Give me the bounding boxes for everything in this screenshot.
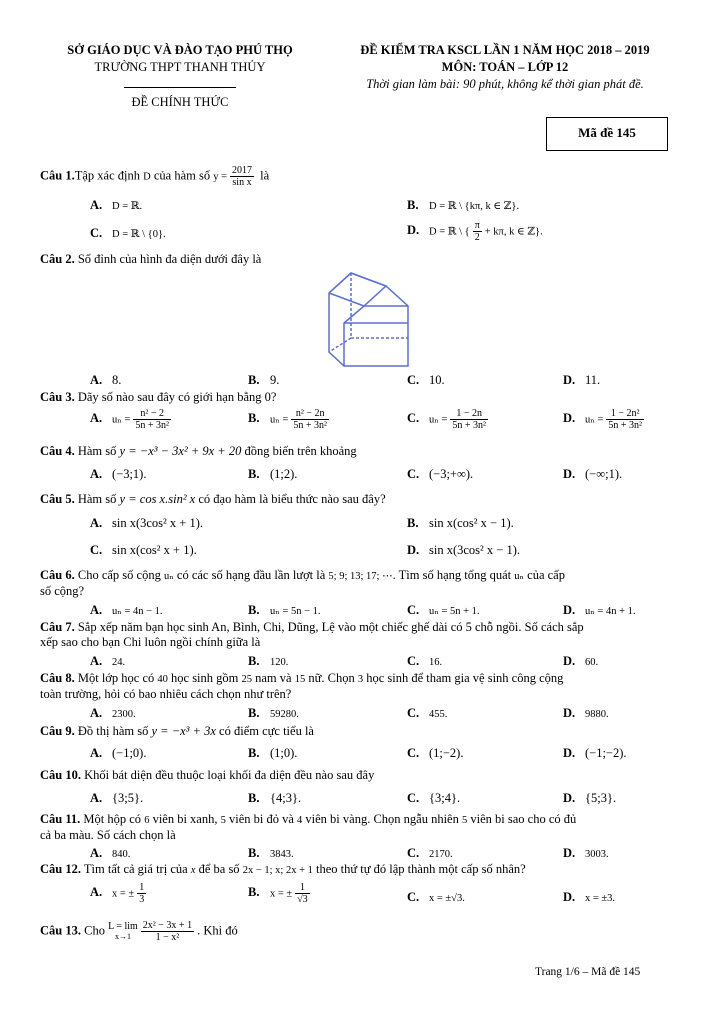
exam-code: Mã đề 145 [578, 125, 636, 140]
q11-option-b[interactable]: B. 3843. [248, 846, 294, 860]
q7-option-a[interactable]: A. 24. [90, 654, 126, 668]
question-1 [40, 165, 692, 188]
q2-text: Số đỉnh của hình đa diện dưới đây là [77, 252, 262, 266]
q1-option-b[interactable]: B. D = ℝ \ {kπ, k ∈ ℤ}. [407, 198, 520, 212]
q10-label: Câu 10. [40, 768, 81, 782]
question-13: Câu 13. Cho L = lim x→1 $\frac{\text{2x² − 3x + 1}}{\text{1 − x²}}$ . Khi đó [40, 920, 238, 943]
q5-label: Câu 5. [40, 492, 75, 506]
q3-label: Câu 3. [40, 390, 75, 404]
q13-label: Câu 13. [40, 923, 81, 938]
q8-option-c[interactable]: C. 455. [407, 706, 448, 720]
q1-fraction: $\frac{2017}{\text{sin x}}$ [232, 165, 252, 188]
q1-text-c: là [260, 168, 270, 183]
q2-label: Câu 2. [40, 252, 75, 266]
department-name: SỞ GIÁO DỤC VÀ ĐÀO TẠO PHÚ THỌ [67, 43, 293, 57]
q5-option-d[interactable]: D. sin x(3cos² x − 1). [407, 543, 520, 557]
q2-option-b[interactable]: B. 9. [248, 373, 280, 387]
q3-option-b[interactable]: B. uₙ = $\frac{\text{n² − 2n}}{\text{5n + 3n²}}$ [248, 408, 327, 431]
q5-function: y = cos x.sin² x [119, 492, 196, 506]
q1-label: Câu 1. [40, 168, 75, 183]
q1-domain: D [143, 171, 151, 183]
q6-option-c[interactable]: C. uₙ = 5n + 1. [407, 603, 480, 617]
q3-text: Dãy số nào sau đây có giới hạn bằng 0? [77, 390, 277, 404]
q10-option-b[interactable]: B. {4;3}. [248, 791, 302, 805]
q6-option-a[interactable]: A. uₙ = 4n − 1. [90, 603, 163, 617]
q7-option-d[interactable]: D. 60. [563, 654, 599, 668]
q8-option-b[interactable]: B. 59280. [248, 706, 299, 720]
q1-text-b: của hàm số [153, 168, 211, 183]
q3-option-d[interactable]: D. uₙ = $\frac{\text{1 − 2n²}}{\text{5n + 3n²}}$ [563, 408, 642, 431]
question-4: Câu 4. Hàm số y = −x³ − 3x² + 9x + 20 đồng biến trên khoảng [40, 444, 357, 458]
q9-function: y = −x³ + 3x [151, 724, 216, 738]
q9-label: Câu 9. [40, 724, 75, 738]
q4-option-d[interactable]: D. (−∞;1). [563, 467, 623, 481]
q6-line-2: số cộng? [40, 584, 85, 598]
question-5: Câu 5. Hàm số y = cos x.sin² x có đạo hàm là biểu thức nào sau đây? [40, 492, 386, 506]
q2-option-c[interactable]: C. 10. [407, 373, 445, 387]
question-11: Câu 11. Một hộp có 6 viên bi xanh, 5 viên bi đỏ và 4 viên bi vàng. Chọn ngẫu nhiên 5 viên bi sao cho có đủ cả ba màu. Số cách chọn là [40, 812, 577, 842]
q8-label: Câu 8. [40, 671, 75, 685]
q11-label: Câu 11. [40, 812, 81, 826]
q6-label: Câu 6. [40, 568, 75, 582]
polyhedron-figure [324, 268, 416, 370]
q4-option-a[interactable]: A. (−3;1). [90, 467, 147, 481]
q1-option-d[interactable]: D. D = ℝ \ { $\frac{\pi}{2}$ + kπ, k ∈ ℤ}. [407, 220, 543, 243]
q3-option-c[interactable]: C. uₙ = $\frac{1 - 2n}{\text{5n + 3n²}}$ [407, 408, 486, 431]
q7-label: Câu 7. [40, 620, 75, 634]
question-10: Câu 10. Khối bát diện đều thuộc loại khối đa diện đều nào sau đây [40, 768, 375, 782]
q4-label: Câu 4. [40, 444, 75, 458]
q4-function: y = −x³ − 3x² + 9x + 20 [119, 444, 242, 458]
q11-option-c[interactable]: C. 2170. [407, 846, 453, 860]
q12-option-b[interactable]: B. x = ± $\frac{1}{√3}$ [248, 882, 308, 905]
q2-option-d[interactable]: D. 11. [563, 373, 601, 387]
question-6: Câu 6. Cho cấp số cộng uₙ có các số hạng đầu lần lượt là 5; 9; 13; 17; ⋯. Tìm số hạng tổng quát uₙ của cấp số cộng? [40, 568, 565, 598]
q10-option-a[interactable]: A. {3;5}. [90, 791, 144, 805]
q12-option-a[interactable]: A. x = ± $\frac{1}{3}$ [90, 882, 145, 905]
q1-text-a: Tập xác định [74, 168, 140, 183]
header-divider [124, 87, 236, 88]
q10-option-d[interactable]: D. {5;3}. [563, 791, 617, 805]
q1-option-a[interactable]: A. D = ℝ. [90, 198, 143, 212]
q9-option-c[interactable]: C. (1;−2). [407, 746, 464, 760]
q9-option-a[interactable]: A. (−1;0). [90, 746, 147, 760]
q4-option-c[interactable]: C. (−3;+∞). [407, 467, 474, 481]
q9-option-b[interactable]: B. (1;0). [248, 746, 298, 760]
q8-option-d[interactable]: D. 9880. [563, 706, 609, 720]
q6-option-b[interactable]: B. uₙ = 5n − 1. [248, 603, 321, 617]
q13-limit: L = lim [108, 920, 138, 932]
q12-label: Câu 12. [40, 862, 81, 876]
question-7: Câu 7. Sắp xếp năm bạn học sinh An, Bình, Chi, Dũng, Lệ vào một chiếc ghế dài có 5 chỗ ngồi. Số cách sắp xếp sao cho bạn Chi luôn ngồi chính giữa là [40, 620, 584, 649]
q1-option-c[interactable]: C. D = ℝ \ {0}. [90, 226, 166, 240]
q7-option-c[interactable]: C. 16. [407, 654, 443, 668]
question-9: Câu 9. Đồ thị hàm số y = −x³ + 3x có điểm cực tiểu là [40, 724, 314, 738]
q11-option-d[interactable]: D. 3003. [563, 846, 609, 860]
q6-option-d[interactable]: D. uₙ = 4n + 1. [563, 603, 636, 617]
q2-option-a[interactable]: A. 8. [90, 373, 122, 387]
q12-option-c[interactable]: C. x = ±√3. [407, 890, 465, 904]
exam-code-box [546, 117, 668, 151]
question-2 [40, 252, 692, 267]
q7-option-b[interactable]: B. 120. [248, 654, 289, 668]
q9-option-d[interactable]: D. (−1;−2). [563, 746, 627, 760]
official-label: ĐỀ CHÍNH THỨC [131, 95, 229, 109]
page-footer: Trang 1/6 – Mã đề 145 [535, 966, 641, 978]
q8-option-a[interactable]: A. 2300. [90, 706, 136, 720]
q5-option-b[interactable]: B. sin x(cos² x − 1). [407, 516, 514, 530]
q12-option-d[interactable]: D. x = ±3. [563, 890, 616, 904]
question-12: Câu 12. Tìm tất cả giá trị của x để ba số 2x − 1; x; 2x + 1 theo thứ tự đó lập thành một cấp số nhân? [40, 862, 526, 876]
q5-option-a[interactable]: A. sin x(3cos² x + 1). [90, 516, 203, 530]
school-name: TRƯỜNG THPT THANH THỦY [94, 60, 266, 74]
q11-option-a[interactable]: A. 840. [90, 846, 131, 860]
question-3 [40, 390, 692, 405]
q5-option-c[interactable]: C. sin x(cos² x + 1). [90, 543, 197, 557]
time-note: Thời gian làm bài: 90 phút, không kể thời gian phát đề. [366, 77, 644, 91]
q1-fx: y = [213, 171, 227, 183]
q4-option-b[interactable]: B. (1;2). [248, 467, 298, 481]
exam-title: ĐỀ KIỂM TRA KSCL LẦN 1 NĂM HỌC 2018 – 2019 [360, 43, 650, 57]
q10-option-c[interactable]: C. {3;4}. [407, 791, 461, 805]
q3-option-a[interactable]: A. uₙ = $\frac{\text{n² − 2}}{\text{5n + 3n²}}$ [90, 408, 169, 431]
question-8: Câu 8. Một lớp học có 40 học sinh gồm 25 nam và 15 nữ. Chọn 3 học sinh để tham gia vệ sinh công cộng toàn trường, hỏi có bao nhiêu cách chọn như trên? [40, 671, 564, 701]
subject-title: MÔN: TOÁN – LỚP 12 [441, 60, 569, 74]
